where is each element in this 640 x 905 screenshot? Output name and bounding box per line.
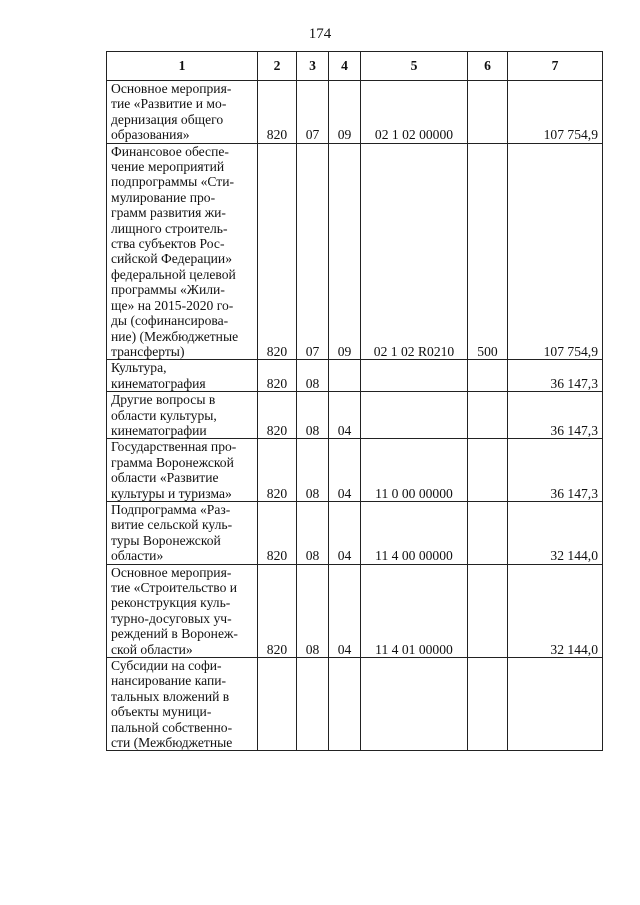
row-col-7: 32 144,0 xyxy=(508,564,603,657)
row-col-3: 08 xyxy=(297,564,329,657)
row-col-6 xyxy=(468,360,508,392)
row-col-5: 11 4 01 00000 xyxy=(361,564,468,657)
row-name: Основное мероприя- тие «Строительство и реконструкция куль- турно-досуговых уч- реждений в Воронеж- ской области» xyxy=(107,564,258,657)
row-col-2: 820 xyxy=(258,439,297,502)
row-name: Культура, кинематография xyxy=(107,360,258,392)
table-row xyxy=(107,439,603,502)
row-col-7 xyxy=(508,658,603,751)
row-col-6 xyxy=(468,564,508,657)
row-col-3: 07 xyxy=(297,81,329,144)
row-name: Подпрограмма «Раз- витие сельской куль- туры Воронежской области» xyxy=(107,501,258,564)
column-header: 7 xyxy=(508,52,603,81)
row-col-4: 09 xyxy=(329,81,361,144)
row-col-4 xyxy=(329,360,361,392)
row-col-7: 36 147,3 xyxy=(508,360,603,392)
row-col-6 xyxy=(468,392,508,439)
row-col-3: 08 xyxy=(297,392,329,439)
row-col-6: 500 xyxy=(468,143,508,360)
row-name: Субсидии на софи- нансирование капи- тальных вложений в объекты муници- пальной собственно- сти (Межбюджетные xyxy=(107,658,258,751)
row-col-3: 08 xyxy=(297,501,329,564)
column-header: 4 xyxy=(329,52,361,81)
row-col-7: 107 754,9 xyxy=(508,143,603,360)
row-col-2: 820 xyxy=(258,392,297,439)
row-col-5: 02 1 02 00000 xyxy=(361,81,468,144)
table-row xyxy=(107,81,603,144)
row-col-7: 32 144,0 xyxy=(508,501,603,564)
column-header: 5 xyxy=(361,52,468,81)
row-col-5: 11 4 00 00000 xyxy=(361,501,468,564)
row-name: Основное мероприя- тие «Развитие и мо- дернизация общего образования» xyxy=(107,81,258,144)
column-header: 6 xyxy=(468,52,508,81)
row-col-2: 820 xyxy=(258,564,297,657)
row-name: Финансовое обеспе- чение мероприятий подпрограммы «Сти- мулирование про- грамм развития жи- лищного строитель- ства субъектов Рос- сийской Федерации» федеральной целевой программы «Жили- ще» на 2015-2020 го- ды (софинансирова- ние) (Межбюджетные трансферты) xyxy=(107,143,258,360)
row-col-4: 04 xyxy=(329,501,361,564)
row-col-4: 09 xyxy=(329,143,361,360)
table-row xyxy=(107,392,603,439)
row-col-2: 820 xyxy=(258,360,297,392)
row-col-2 xyxy=(258,658,297,751)
table-row xyxy=(107,360,603,392)
row-col-7: 36 147,3 xyxy=(508,392,603,439)
row-col-6 xyxy=(468,81,508,144)
row-col-4: 04 xyxy=(329,439,361,502)
row-col-5: 02 1 02 R0210 xyxy=(361,143,468,360)
row-col-4: 04 xyxy=(329,392,361,439)
row-col-5 xyxy=(361,360,468,392)
row-col-6 xyxy=(468,439,508,502)
row-col-2: 820 xyxy=(258,81,297,144)
row-name: Другие вопросы в области культуры, кинематографии xyxy=(107,392,258,439)
row-col-3: 07 xyxy=(297,143,329,360)
row-col-5 xyxy=(361,658,468,751)
row-col-4: 04 xyxy=(329,564,361,657)
table-header-row xyxy=(107,52,603,81)
row-col-4 xyxy=(329,658,361,751)
row-col-2: 820 xyxy=(258,501,297,564)
row-col-6 xyxy=(468,501,508,564)
row-col-2: 820 xyxy=(258,143,297,360)
column-header: 1 xyxy=(107,52,258,81)
page-number: 174 xyxy=(308,26,332,42)
row-col-3: 08 xyxy=(297,360,329,392)
row-col-7: 107 754,9 xyxy=(508,81,603,144)
table-row xyxy=(107,501,603,564)
table-row xyxy=(107,658,603,751)
column-header: 3 xyxy=(297,52,329,81)
row-col-5 xyxy=(361,392,468,439)
table-row xyxy=(107,143,603,360)
row-col-3: 08 xyxy=(297,439,329,502)
column-header: 2 xyxy=(258,52,297,81)
row-col-3 xyxy=(297,658,329,751)
row-name: Государственная про- грамма Воронежской области «Развитие культуры и туризма» xyxy=(107,439,258,502)
row-col-6 xyxy=(468,658,508,751)
row-col-5: 11 0 00 00000 xyxy=(361,439,468,502)
table-row xyxy=(107,564,603,657)
budget-table xyxy=(106,51,603,751)
row-col-7: 36 147,3 xyxy=(508,439,603,502)
